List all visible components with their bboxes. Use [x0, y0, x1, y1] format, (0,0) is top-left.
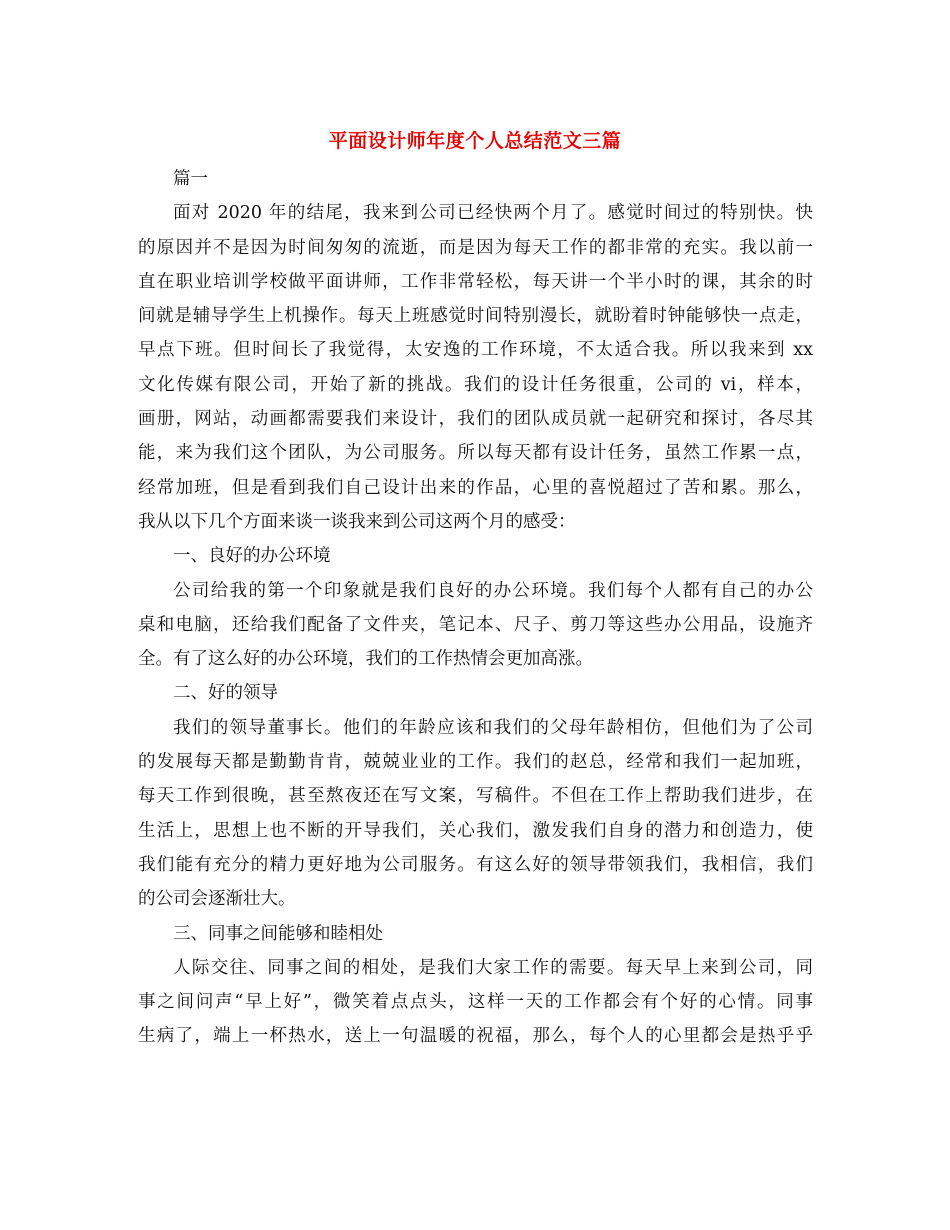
text-line: 全。有了这么好的办公环境，我们的工作热情会更加高涨。	[138, 649, 593, 670]
text-line: 文化传媒有限公司，开始了新的挑战。我们的设计任务很重，公司的 vi，样本，	[138, 374, 813, 395]
text-line: 的公司会逐渐壮大。	[138, 889, 296, 910]
document-body	[138, 162, 813, 1054]
text-line: 人际交往、同事之间的相处，是我们大家工作的需要。每天早上来到公司，同	[173, 957, 813, 978]
text-line: 间就是辅导学生上机操作。每天上班感觉时间特别漫长，就盼着时钟能够快一点走，	[138, 306, 813, 327]
text-line: 经常加班，但是看到我们自己设计出来的作品，心里的喜悦超过了苦和累。那么，	[138, 477, 813, 498]
text-line: 面对 2020 年的结尾，我来到公司已经快两个月了。感觉时间过的特别快。快	[173, 203, 813, 224]
text-line: 我从以下几个方面来谈一谈我来到公司这两个月的感受：	[138, 511, 576, 532]
text-line: 二、好的领导	[173, 683, 278, 704]
text-line: 画册，网站，动画都需要我们来设计，我们的团队成员就一起研究和探讨，各尽其	[138, 409, 813, 430]
text-line: 桌和电脑，还给我们配备了文件夹，笔记本、尺子、剪刀等这些办公用品，设施齐	[138, 614, 813, 635]
text-line: 的发展每天都是勤勤肯肯，兢兢业业的工作。我们的赵总，经常和我们一起加班，	[138, 752, 813, 773]
text-line: 的原因并不是因为时间匆匆的流逝，而是因为每天工作的都非常的充实。我以前一	[138, 237, 813, 258]
text-line: 三、同事之间能够和睦相处	[173, 923, 383, 944]
document-title: 平面设计师年度个人总结范文三篇	[328, 130, 622, 152]
text-line: 一、良好的办公环境	[173, 546, 331, 567]
text-line: 我们的领导董事长。他们的年龄应该和我们的父母年龄相仿，但他们为了公司	[173, 717, 813, 738]
text-line: 每天工作到很晚，甚至熬夜还在写文案，写稿件。不但在工作上帮助我们进步，在	[138, 786, 813, 807]
text-line: 早点下班。但时间长了我觉得，太安逸的工作环境，不太适合我。所以我来到 xx	[138, 340, 813, 361]
text-line: 生活上，思想上也不断的开导我们，关心我们，激发我们自身的潜力和创造力，使	[138, 820, 813, 841]
text-line: 事之间问声“早上好”，微笑着点点头，这样一天的工作都会有个好的心情。同事	[138, 992, 813, 1013]
text-line: 公司给我的第一个印象就是我们良好的办公环境。我们每个人都有自己的办公	[173, 580, 813, 601]
text-line: 我们能有充分的精力更好地为公司服务。有这么好的领导带领我们，我相信，我们	[138, 854, 813, 875]
text-line: 能，来为我们这个团队，为公司服务。所以每天都有设计任务，虽然工作累一点，	[138, 443, 813, 464]
text-line: 生病了，端上一杯热水，送上一句温暖的祝福，那么，每个人的心里都会是热乎乎	[138, 1026, 813, 1047]
text-line: 直在职业培训学校做平面讲师，工作非常轻松，每天讲一个半小时的课，其余的时	[138, 271, 813, 292]
text-line: 篇一	[173, 169, 208, 189]
